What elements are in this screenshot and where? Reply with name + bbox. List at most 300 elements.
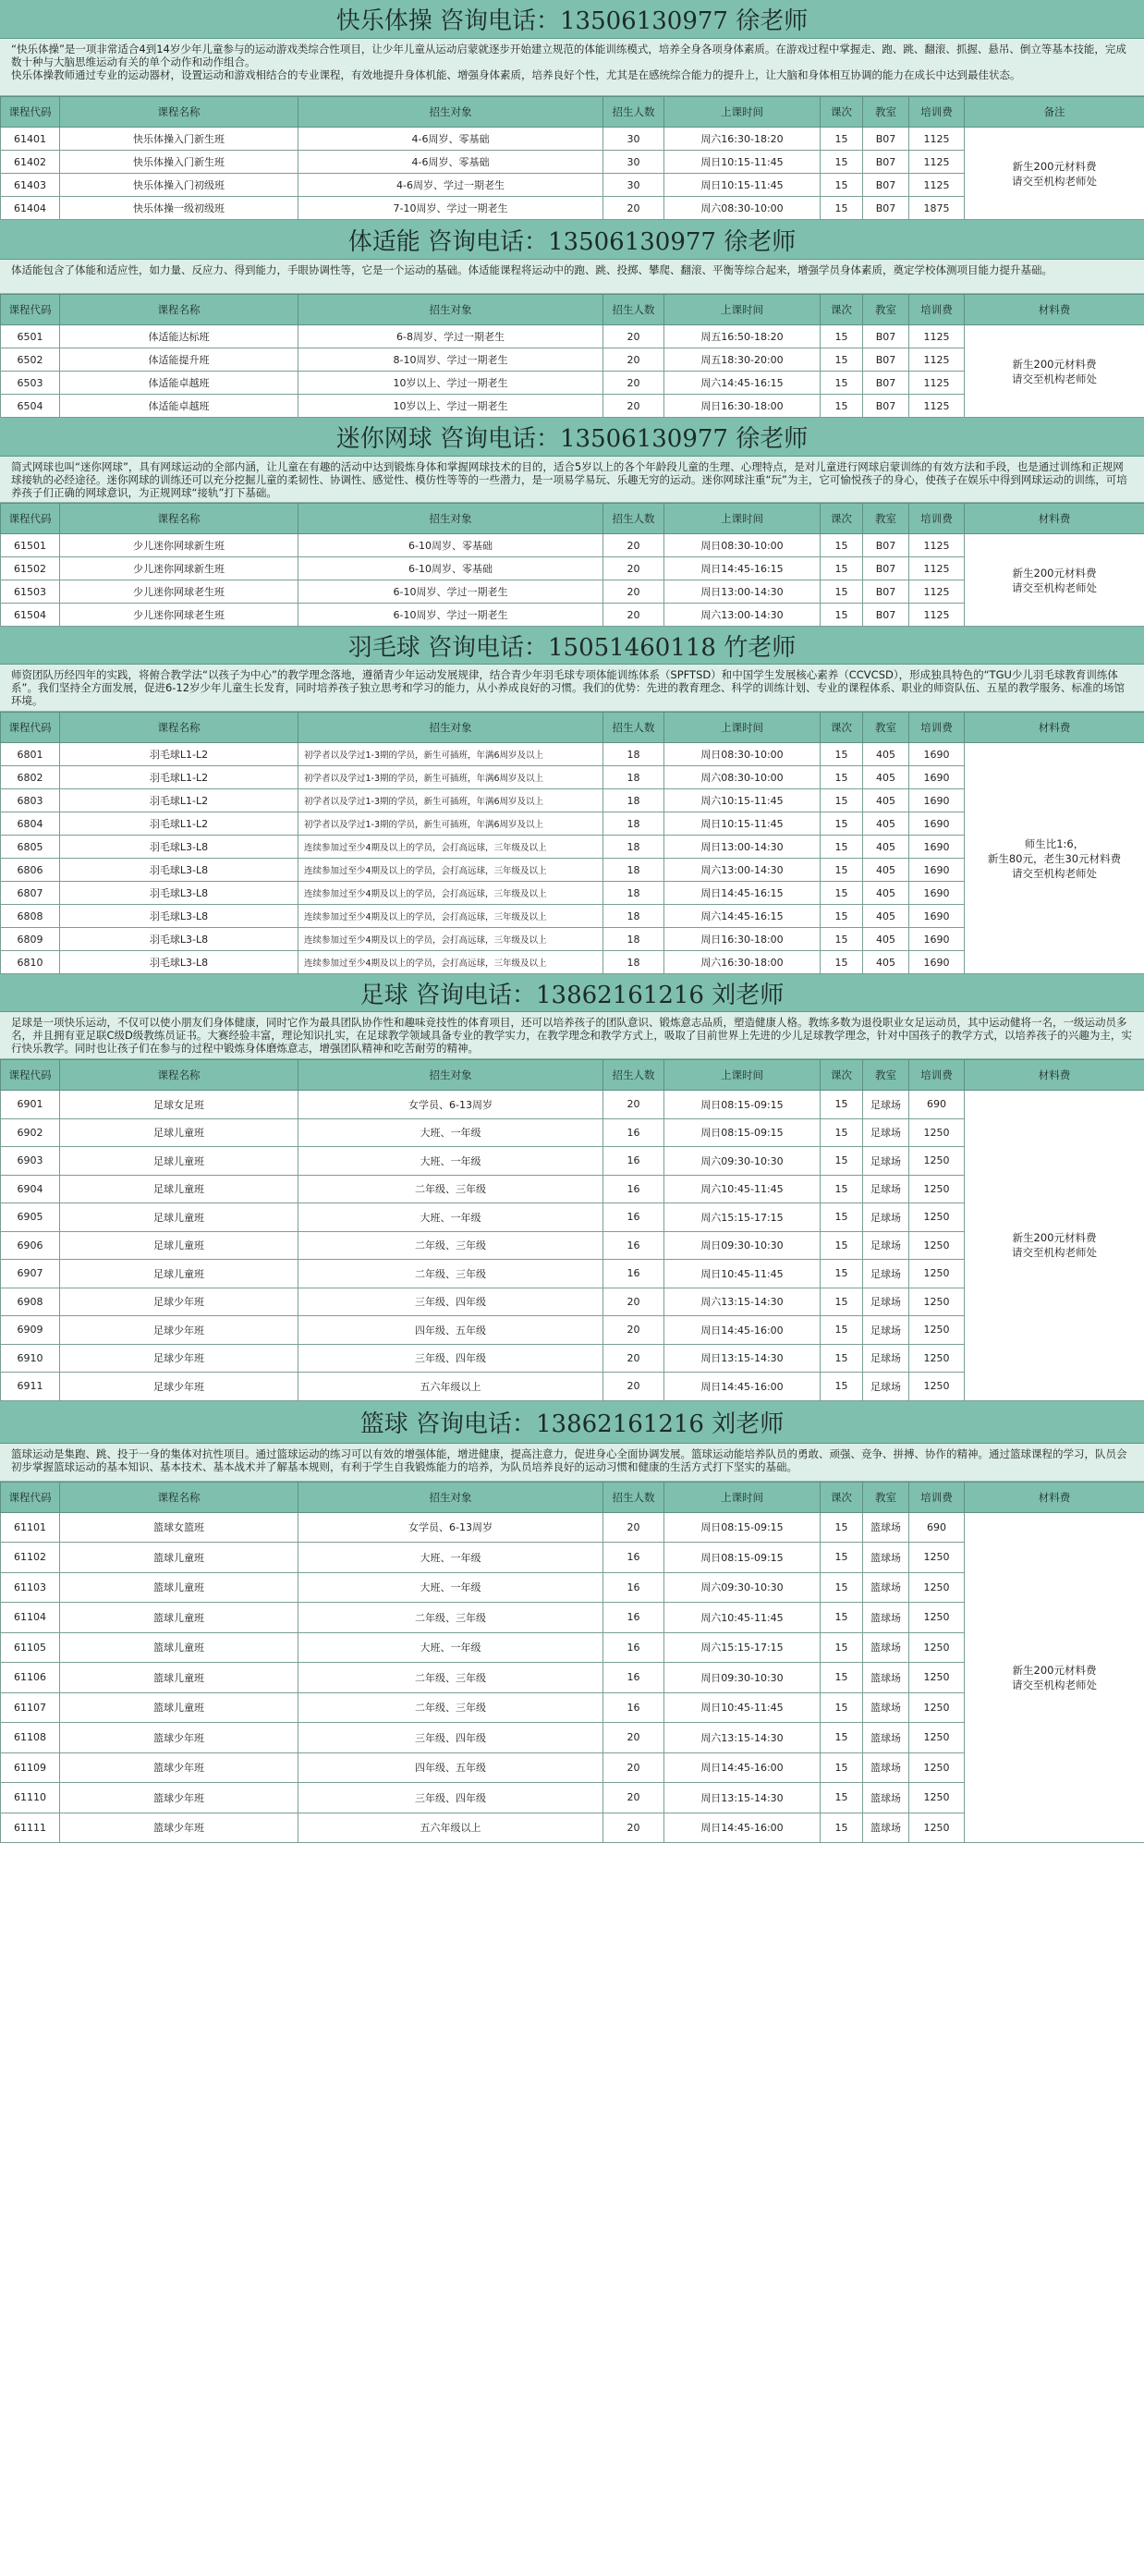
- cell-target: 连续参加过至少4期及以上的学员，会打高远球，三年级及以上: [298, 859, 603, 882]
- cell-room: 405: [863, 859, 909, 882]
- cell-fee: 1250: [909, 1203, 965, 1232]
- cell-fee: 1125: [909, 325, 965, 348]
- cell-time: 周日09:30-10:30: [664, 1663, 821, 1693]
- cell-count: 16: [603, 1175, 664, 1203]
- cell-code: 6804: [1, 812, 60, 836]
- cell-count: 20: [603, 534, 664, 557]
- cell-fee: 1250: [909, 1692, 965, 1723]
- cell-count: 18: [603, 905, 664, 928]
- cell-target: 女学员、6-13周岁: [298, 1512, 603, 1543]
- column-header-count: 招生人数: [603, 504, 664, 534]
- section-title: 体适能 咨询电话：13506130977 徐老师: [0, 220, 1144, 260]
- section-description: 简式网球也叫“迷你网球”，具有网球运动的全部内涵，让儿童在有趣的活动中达到锻炼身体和掌握网球技术的目的，适合5岁以上的各个年龄段儿童的生理、心理特点，是对儿童进行网球启蒙训练的有效方法和手段，也是通过训练和正规网球接轨的必经途径。迷你网球的训练还可以充分挖掘儿童的柔韧性、协调性、感觉性、模仿性等等的一些潜力，是一项易学易玩、乐趣无穷的运动。迷你网球注重“玩”为主，它可愉悦孩子的身心，使孩子在娱乐中得到网球运动的训练，可培养孩子们正确的网球意识，为正规网球“接轨”打下基础。: [0, 457, 1144, 503]
- cell-time: 周六13:00-14:30: [664, 859, 821, 882]
- cell-name: 篮球少年班: [60, 1723, 298, 1753]
- cell-room: 405: [863, 951, 909, 974]
- cell-time: 周六10:15-11:45: [664, 789, 821, 812]
- column-header-target: 招生对象: [298, 97, 603, 128]
- cell-sessions: 15: [821, 1752, 863, 1783]
- cell-code: 61403: [1, 174, 60, 197]
- cell-time: 周五16:50-18:20: [664, 325, 821, 348]
- cell-sessions: 15: [821, 1783, 863, 1813]
- cell-room: B07: [863, 197, 909, 220]
- cell-count: 16: [603, 1663, 664, 1693]
- cell-count: 16: [603, 1572, 664, 1603]
- column-header-extra: 备注: [965, 97, 1144, 128]
- cell-room: 篮球场: [863, 1723, 909, 1753]
- cell-fee: 1250: [909, 1783, 965, 1813]
- cell-name: 羽毛球L1-L2: [60, 766, 298, 789]
- cell-name: 篮球儿童班: [60, 1572, 298, 1603]
- cell-room: 405: [863, 766, 909, 789]
- cell-name: 足球儿童班: [60, 1260, 298, 1288]
- cell-sessions: 15: [821, 1663, 863, 1693]
- cell-sessions: 15: [821, 395, 863, 418]
- cell-time: 周日13:15-14:30: [664, 1783, 821, 1813]
- cell-room: B07: [863, 372, 909, 395]
- cell-target: 大班、一年级: [298, 1543, 603, 1573]
- cell-code: 6901: [1, 1091, 60, 1119]
- cell-time: 周日08:30-10:00: [664, 743, 821, 766]
- material-fee-note: 新生200元材料费 请交至机构老师处: [965, 325, 1144, 418]
- column-header-code: 课程代码: [1, 713, 60, 743]
- cell-count: 18: [603, 882, 664, 905]
- section-title: 足球 咨询电话：13862161216 刘老师: [0, 974, 1144, 1012]
- cell-name: 羽毛球L3-L8: [60, 882, 298, 905]
- cell-name: 快乐体操一级初级班: [60, 197, 298, 220]
- column-header-extra: 材料费: [965, 1060, 1144, 1091]
- column-header-name: 课程名称: [60, 1482, 298, 1512]
- cell-sessions: 15: [821, 1091, 863, 1119]
- cell-count: 20: [603, 1344, 664, 1373]
- cell-name: 羽毛球L3-L8: [60, 859, 298, 882]
- cell-name: 足球少年班: [60, 1373, 298, 1401]
- cell-code: 6905: [1, 1203, 60, 1232]
- cell-time: 周六15:15-17:15: [664, 1632, 821, 1663]
- cell-fee: 690: [909, 1091, 965, 1119]
- column-header-fee: 培训费: [909, 1482, 965, 1512]
- section-gym: [0, 0, 1144, 220]
- cell-time: 周六14:45-16:15: [664, 905, 821, 928]
- cell-name: 足球少年班: [60, 1316, 298, 1345]
- cell-target: 大班、一年级: [298, 1203, 603, 1232]
- cell-target: 女学员、6-13周岁: [298, 1091, 603, 1119]
- cell-target: 大班、一年级: [298, 1572, 603, 1603]
- cell-count: 20: [603, 395, 664, 418]
- cell-code: 6806: [1, 859, 60, 882]
- cell-sessions: 15: [821, 372, 863, 395]
- table-header-row: [1, 295, 1144, 325]
- material-fee-note: 师生比1:6， 新生80元，老生30元材料费 请交至机构老师处: [965, 743, 1144, 974]
- cell-fee: 1690: [909, 812, 965, 836]
- cell-name: 篮球少年班: [60, 1752, 298, 1783]
- table-row: [1, 1091, 1144, 1119]
- cell-count: 20: [603, 1091, 664, 1119]
- cell-sessions: 15: [821, 1288, 863, 1316]
- table-header-row: [1, 97, 1144, 128]
- cell-room: B07: [863, 174, 909, 197]
- column-header-room: 教室: [863, 97, 909, 128]
- section-title: 迷你网球 咨询电话：13506130977 徐老师: [0, 418, 1144, 457]
- cell-sessions: 15: [821, 1316, 863, 1345]
- cell-code: 6805: [1, 836, 60, 859]
- cell-count: 16: [603, 1147, 664, 1176]
- cell-code: 61111: [1, 1813, 60, 1843]
- column-header-time: 上课时间: [664, 713, 821, 743]
- section-title: 篮球 咨询电话：13862161216 刘老师: [0, 1401, 1144, 1444]
- cell-count: 20: [603, 1783, 664, 1813]
- cell-target: 二年级、三年级: [298, 1175, 603, 1203]
- cell-name: 足球儿童班: [60, 1203, 298, 1232]
- cell-room: B07: [863, 534, 909, 557]
- cell-fee: 1125: [909, 534, 965, 557]
- column-header-sessions: 课次: [821, 713, 863, 743]
- column-header-time: 上课时间: [664, 1482, 821, 1512]
- column-header-time: 上课时间: [664, 295, 821, 325]
- cell-room: 足球场: [863, 1118, 909, 1147]
- cell-room: 405: [863, 882, 909, 905]
- column-header-name: 课程名称: [60, 504, 298, 534]
- cell-target: 四年级、五年级: [298, 1316, 603, 1345]
- cell-name: 足球少年班: [60, 1288, 298, 1316]
- course-table: [0, 96, 1144, 220]
- column-header-count: 招生人数: [603, 713, 664, 743]
- cell-target: 6-10周岁、零基础: [298, 534, 603, 557]
- cell-target: 三年级、四年级: [298, 1344, 603, 1373]
- cell-fee: 1250: [909, 1572, 965, 1603]
- section-football: [0, 974, 1144, 1401]
- cell-time: 周六16:30-18:00: [664, 951, 821, 974]
- cell-fee: 690: [909, 1512, 965, 1543]
- column-header-code: 课程代码: [1, 295, 60, 325]
- course-table: [0, 503, 1144, 627]
- cell-name: 篮球儿童班: [60, 1692, 298, 1723]
- cell-code: 61404: [1, 197, 60, 220]
- cell-fee: 1250: [909, 1288, 965, 1316]
- cell-sessions: 15: [821, 1260, 863, 1288]
- column-header-name: 课程名称: [60, 1060, 298, 1091]
- section-description: “快乐体操”是一项非常适合4到14岁少年儿童参与的运动游戏类综合性项目，让少年儿童从运动启蒙就逐步开始建立规范的体能训练模式，培养全身各项身体素质。在游戏过程中掌握走、跑、跳、翻滚、抓握、悬吊、倒立等基本技能，完成数十种与大脑思维运动有关的单个动作和动作组合。 快乐体操教师通过专业的运动器材，设置运动和游戏相结合的专业课程，有效地提升身体机能、增强身体素质，培养良好个性，尤其是在感统综合能力的提升上，让大脑和身体相互协调的能力在成长中达到最佳状态。: [0, 39, 1144, 96]
- column-header-code: 课程代码: [1, 1482, 60, 1512]
- cell-code: 6909: [1, 1316, 60, 1345]
- cell-sessions: 15: [821, 1175, 863, 1203]
- cell-target: 初学者以及学过1-3期的学员，新生可插班，年满6周岁及以上: [298, 812, 603, 836]
- cell-room: 足球场: [863, 1316, 909, 1345]
- cell-code: 61110: [1, 1783, 60, 1813]
- cell-fee: 1250: [909, 1231, 965, 1260]
- cell-count: 16: [603, 1231, 664, 1260]
- cell-sessions: 15: [821, 836, 863, 859]
- cell-target: 6-8周岁、学过一期老生: [298, 325, 603, 348]
- cell-fee: 1125: [909, 395, 965, 418]
- cell-fee: 1690: [909, 882, 965, 905]
- cell-sessions: 15: [821, 859, 863, 882]
- cell-sessions: 15: [821, 325, 863, 348]
- cell-fee: 1690: [909, 951, 965, 974]
- cell-target: 10岁以上、学过一期老生: [298, 395, 603, 418]
- cell-code: 61101: [1, 1512, 60, 1543]
- cell-sessions: 15: [821, 743, 863, 766]
- column-header-fee: 培训费: [909, 1060, 965, 1091]
- cell-fee: 1690: [909, 836, 965, 859]
- cell-target: 三年级、四年级: [298, 1783, 603, 1813]
- cell-time: 周日14:45-16:00: [664, 1752, 821, 1783]
- cell-room: 405: [863, 836, 909, 859]
- cell-code: 6910: [1, 1344, 60, 1373]
- course-table: [0, 1482, 1144, 1844]
- cell-time: 周日16:30-18:00: [664, 928, 821, 951]
- column-header-time: 上课时间: [664, 97, 821, 128]
- cell-sessions: 15: [821, 1231, 863, 1260]
- cell-name: 足球儿童班: [60, 1118, 298, 1147]
- cell-sessions: 15: [821, 151, 863, 174]
- table-header-row: [1, 1482, 1144, 1512]
- cell-count: 18: [603, 859, 664, 882]
- cell-time: 周日08:30-10:00: [664, 534, 821, 557]
- cell-room: 405: [863, 789, 909, 812]
- cell-fee: 1250: [909, 1175, 965, 1203]
- cell-code: 6801: [1, 743, 60, 766]
- cell-time: 周六13:15-14:30: [664, 1288, 821, 1316]
- cell-target: 连续参加过至少4期及以上的学员，会打高远球，三年级及以上: [298, 836, 603, 859]
- cell-count: 20: [603, 1373, 664, 1401]
- cell-sessions: 15: [821, 1543, 863, 1573]
- course-table: [0, 294, 1144, 418]
- cell-sessions: 15: [821, 1603, 863, 1633]
- cell-sessions: 15: [821, 1344, 863, 1373]
- cell-room: 405: [863, 812, 909, 836]
- cell-time: 周六13:15-14:30: [664, 1723, 821, 1753]
- cell-fee: 1875: [909, 197, 965, 220]
- cell-room: 篮球场: [863, 1603, 909, 1633]
- section-description: 篮球运动是集跑、跳、投于一身的集体对抗性项目。通过篮球运动的练习可以有效的增强体能，增进健康，提高注意力，促进身心全面协调发展。篮球运动能培养队员的勇敢、顽强、竞争、拼搏、协作的精神。通过篮球课程的学习，队员会初步掌握篮球运动的基本知识、基本技术、基本战术并了解基本规则，有利于学生自我锻炼能力的培养，为队员培养良好的运动习惯和健康的生活方式打下坚实的基础。: [0, 1444, 1144, 1482]
- cell-time: 周六14:45-16:15: [664, 372, 821, 395]
- cell-fee: 1250: [909, 1603, 965, 1633]
- cell-target: 二年级、三年级: [298, 1260, 603, 1288]
- cell-room: B07: [863, 348, 909, 372]
- cell-code: 61107: [1, 1692, 60, 1723]
- cell-fee: 1250: [909, 1316, 965, 1345]
- cell-room: B07: [863, 325, 909, 348]
- cell-room: B07: [863, 580, 909, 604]
- cell-room: B07: [863, 395, 909, 418]
- cell-sessions: 15: [821, 1373, 863, 1401]
- column-header-room: 教室: [863, 295, 909, 325]
- cell-sessions: 15: [821, 580, 863, 604]
- cell-target: 初学者以及学过1-3期的学员，新生可插班，年满6周岁及以上: [298, 789, 603, 812]
- column-header-sessions: 课次: [821, 504, 863, 534]
- cell-sessions: 15: [821, 174, 863, 197]
- cell-sessions: 15: [821, 128, 863, 151]
- cell-count: 18: [603, 789, 664, 812]
- cell-count: 20: [603, 372, 664, 395]
- cell-time: 周六10:45-11:45: [664, 1603, 821, 1633]
- table-header-row: [1, 504, 1144, 534]
- cell-target: 连续参加过至少4期及以上的学员，会打高远球，三年级及以上: [298, 882, 603, 905]
- cell-room: 405: [863, 905, 909, 928]
- cell-fee: 1690: [909, 743, 965, 766]
- cell-code: 61402: [1, 151, 60, 174]
- column-header-code: 课程代码: [1, 504, 60, 534]
- cell-time: 周五18:30-20:00: [664, 348, 821, 372]
- cell-room: 405: [863, 743, 909, 766]
- cell-count: 16: [603, 1260, 664, 1288]
- cell-target: 连续参加过至少4期及以上的学员，会打高远球，三年级及以上: [298, 951, 603, 974]
- cell-name: 篮球少年班: [60, 1783, 298, 1813]
- cell-count: 16: [603, 1603, 664, 1633]
- table-row: [1, 1512, 1144, 1543]
- section-description: 师资团队历经四年的实践，将俯合教学法“以孩子为中心”的教学理念落地，遵循青少年运动发展规律，结合青少年羽毛球专项体能训练体系（SPFTSD）和中国学生发展核心素养（CCVCSD），形成独具特色的“TGU少儿羽毛球教育训练体系”。我们坚持全方面发展，促进6-12岁少年儿童生长发育，同时培养孩子独立思考和学习的能力，从小养成良好的习惯。我们的优势：先进的教育理念、科学的训练计划、专业的课程体系、职业的师资队伍、五星的教学服务、标准的场馆环境。: [0, 665, 1144, 712]
- section-basketball: [0, 1401, 1144, 1844]
- cell-room: 篮球场: [863, 1813, 909, 1843]
- column-header-code: 课程代码: [1, 97, 60, 128]
- cell-name: 体适能达标班: [60, 325, 298, 348]
- cell-time: 周六10:45-11:45: [664, 1175, 821, 1203]
- cell-time: 周日10:45-11:45: [664, 1692, 821, 1723]
- cell-fee: 1125: [909, 348, 965, 372]
- column-header-sessions: 课次: [821, 97, 863, 128]
- section-badminton: [0, 627, 1144, 974]
- cell-code: 61103: [1, 1572, 60, 1603]
- table-row: [1, 743, 1144, 766]
- column-header-extra: 材料费: [965, 713, 1144, 743]
- cell-code: 61109: [1, 1752, 60, 1783]
- cell-count: 20: [603, 1316, 664, 1345]
- cell-count: 20: [603, 557, 664, 580]
- column-header-target: 招生对象: [298, 1482, 603, 1512]
- cell-count: 18: [603, 928, 664, 951]
- cell-room: 足球场: [863, 1091, 909, 1119]
- cell-name: 足球儿童班: [60, 1147, 298, 1176]
- column-header-target: 招生对象: [298, 1060, 603, 1091]
- cell-code: 61504: [1, 604, 60, 627]
- column-header-count: 招生人数: [603, 1482, 664, 1512]
- cell-code: 6903: [1, 1147, 60, 1176]
- cell-sessions: 15: [821, 766, 863, 789]
- section-description: 体适能包含了体能和适应性，如力量、反应力、得到能力，手眼协调性等，它是一个运动的基础。体适能课程将运动中的跑、跳、投掷、攀爬、翻滚、平衡等综合起来，增强学员身体素质，奠定学校体测项目能力提升基础。: [0, 260, 1144, 294]
- table-header-row: [1, 713, 1144, 743]
- cell-room: 足球场: [863, 1373, 909, 1401]
- cell-count: 20: [603, 1512, 664, 1543]
- cell-fee: 1250: [909, 1663, 965, 1693]
- cell-count: 30: [603, 151, 664, 174]
- cell-room: 篮球场: [863, 1663, 909, 1693]
- cell-time: 周日10:15-11:45: [664, 174, 821, 197]
- table-row: [1, 534, 1144, 557]
- cell-room: 405: [863, 928, 909, 951]
- section-fitness: [0, 220, 1144, 418]
- cell-count: 18: [603, 836, 664, 859]
- cell-time: 周六13:00-14:30: [664, 604, 821, 627]
- table-row: [1, 325, 1144, 348]
- column-header-sessions: 课次: [821, 1482, 863, 1512]
- cell-time: 周日16:30-18:00: [664, 395, 821, 418]
- cell-code: 6807: [1, 882, 60, 905]
- column-header-fee: 培训费: [909, 295, 965, 325]
- cell-room: 篮球场: [863, 1543, 909, 1573]
- cell-name: 少儿迷你网球老生班: [60, 604, 298, 627]
- cell-sessions: 15: [821, 557, 863, 580]
- cell-target: 连续参加过至少4期及以上的学员，会打高远球，三年级及以上: [298, 905, 603, 928]
- column-header-sessions: 课次: [821, 1060, 863, 1091]
- cell-target: 初学者以及学过1-3期的学员，新生可插班，年满6周岁及以上: [298, 743, 603, 766]
- column-header-name: 课程名称: [60, 713, 298, 743]
- cell-time: 周日08:15-09:15: [664, 1512, 821, 1543]
- cell-code: 6803: [1, 789, 60, 812]
- column-header-name: 课程名称: [60, 97, 298, 128]
- cell-fee: 1690: [909, 905, 965, 928]
- cell-name: 快乐体操入门新生班: [60, 151, 298, 174]
- cell-name: 体适能卓越班: [60, 395, 298, 418]
- cell-time: 周日13:00-14:30: [664, 580, 821, 604]
- cell-name: 羽毛球L1-L2: [60, 789, 298, 812]
- cell-count: 18: [603, 951, 664, 974]
- column-header-time: 上课时间: [664, 504, 821, 534]
- cell-code: 61501: [1, 534, 60, 557]
- cell-fee: 1250: [909, 1632, 965, 1663]
- cell-target: 四年级、五年级: [298, 1752, 603, 1783]
- cell-code: 6502: [1, 348, 60, 372]
- cell-fee: 1690: [909, 928, 965, 951]
- section-title: 羽毛球 咨询电话：15051460118 竹老师: [0, 627, 1144, 665]
- cell-target: 二年级、三年级: [298, 1663, 603, 1693]
- cell-name: 羽毛球L3-L8: [60, 951, 298, 974]
- cell-sessions: 15: [821, 604, 863, 627]
- cell-code: 6504: [1, 395, 60, 418]
- cell-target: 大班、一年级: [298, 1147, 603, 1176]
- cell-room: 足球场: [863, 1175, 909, 1203]
- column-header-fee: 培训费: [909, 504, 965, 534]
- cell-fee: 1250: [909, 1118, 965, 1147]
- cell-fee: 1250: [909, 1260, 965, 1288]
- cell-count: 30: [603, 128, 664, 151]
- cell-code: 6802: [1, 766, 60, 789]
- cell-name: 足球少年班: [60, 1344, 298, 1373]
- cell-time: 周日14:45-16:00: [664, 1813, 821, 1843]
- cell-fee: 1250: [909, 1813, 965, 1843]
- cell-code: 61401: [1, 128, 60, 151]
- column-header-extra: 材料费: [965, 1482, 1144, 1512]
- cell-name: 篮球儿童班: [60, 1663, 298, 1693]
- cell-code: 61106: [1, 1663, 60, 1693]
- cell-code: 6907: [1, 1260, 60, 1288]
- cell-room: 足球场: [863, 1288, 909, 1316]
- cell-target: 五六年级以上: [298, 1813, 603, 1843]
- cell-room: B07: [863, 151, 909, 174]
- cell-time: 周日14:45-16:00: [664, 1373, 821, 1401]
- cell-code: 6809: [1, 928, 60, 951]
- column-header-count: 招生人数: [603, 1060, 664, 1091]
- cell-time: 周日08:15-09:15: [664, 1091, 821, 1119]
- cell-count: 20: [603, 604, 664, 627]
- cell-fee: 1690: [909, 859, 965, 882]
- cell-room: 足球场: [863, 1260, 909, 1288]
- cell-target: 大班、一年级: [298, 1118, 603, 1147]
- cell-code: 6810: [1, 951, 60, 974]
- cell-name: 羽毛球L3-L8: [60, 905, 298, 928]
- cell-count: 30: [603, 174, 664, 197]
- cell-room: 足球场: [863, 1344, 909, 1373]
- cell-count: 20: [603, 1723, 664, 1753]
- cell-count: 16: [603, 1543, 664, 1573]
- cell-fee: 1250: [909, 1723, 965, 1753]
- cell-code: 61108: [1, 1723, 60, 1753]
- cell-code: 61502: [1, 557, 60, 580]
- cell-count: 16: [603, 1118, 664, 1147]
- column-header-sessions: 课次: [821, 295, 863, 325]
- cell-name: 足球儿童班: [60, 1231, 298, 1260]
- cell-time: 周日14:45-16:15: [664, 882, 821, 905]
